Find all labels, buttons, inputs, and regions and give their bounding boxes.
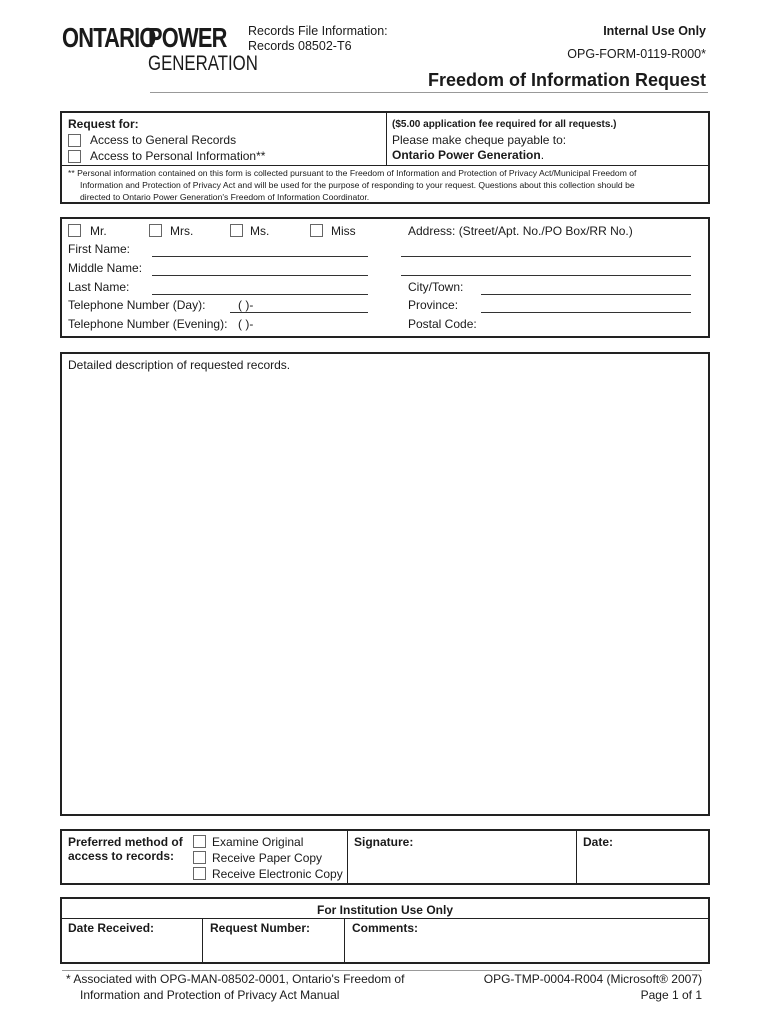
personal-info-label: Access to Personal Information** xyxy=(90,149,266,163)
access-divider-2 xyxy=(576,831,577,883)
province-label: Province: xyxy=(408,298,459,312)
address-field-2[interactable] xyxy=(401,275,691,276)
page-number: Page 1 of 1 xyxy=(640,988,702,1002)
institution-section xyxy=(60,897,710,964)
electronic-copy-checkbox[interactable] xyxy=(193,867,206,880)
miss-checkbox[interactable] xyxy=(310,224,323,237)
mrs-label: Mrs. xyxy=(170,224,194,238)
institution-rule xyxy=(62,918,708,919)
date-received-label: Date Received: xyxy=(68,921,155,935)
title-rule xyxy=(150,92,708,93)
last-name-field[interactable] xyxy=(152,294,368,295)
records-number: Records 08502-T6 xyxy=(248,39,352,53)
first-name-field[interactable] xyxy=(152,256,368,257)
address-field-1[interactable] xyxy=(401,256,691,257)
privacy-note-3: directed to Ontario Power Generation's Freedom of Information Coordinator. xyxy=(80,192,370,202)
middle-name-field[interactable] xyxy=(152,275,368,276)
institution-divider-1 xyxy=(202,918,203,962)
comments-label: Comments: xyxy=(352,921,419,935)
city-field[interactable] xyxy=(481,294,691,295)
footer-note-2: Information and Protection of Privacy Act Manual xyxy=(80,988,340,1002)
phone-evening-format: ( )- xyxy=(238,317,254,331)
examine-original-checkbox[interactable] xyxy=(193,835,206,848)
access-divider-1 xyxy=(347,831,348,883)
request-rule xyxy=(62,165,708,166)
address-label: Address: (Street/Apt. No./PO Box/RR No.) xyxy=(408,224,633,238)
province-field[interactable] xyxy=(481,312,691,313)
phone-evening-label: Telephone Number (Evening): xyxy=(68,317,228,331)
request-divider xyxy=(386,113,387,165)
phone-day-field[interactable] xyxy=(230,312,368,313)
first-name-label: First Name: xyxy=(68,242,131,256)
logo-power: POWER xyxy=(148,22,227,53)
payee-period: . xyxy=(540,148,545,162)
template-number: OPG-TMP-0004-R004 (Microsoft® 2007) xyxy=(483,972,702,986)
city-label: City/Town: xyxy=(408,280,464,294)
footer-rule xyxy=(62,970,702,971)
fee-note: ($5.00 application fee required for all requests.) xyxy=(392,119,617,130)
phone-day-format: ( )- xyxy=(238,298,254,312)
payee-line xyxy=(392,148,544,162)
last-name-label: Last Name: xyxy=(68,280,130,294)
footer-note-1: * Associated with OPG-MAN-08502-0001, Ontario's Freedom of xyxy=(66,972,405,986)
examine-original-label: Examine Original xyxy=(212,835,304,849)
form-title: Freedom of Information Request xyxy=(427,70,706,90)
ms-checkbox[interactable] xyxy=(230,224,243,237)
middle-name-label: Middle Name: xyxy=(68,261,143,275)
opg-logo xyxy=(62,22,258,75)
privacy-note-1: ** Personal information contained on this form is collected pursuant to the Freedom of Information and Protection of Privacy Act/Municipal Freedom of xyxy=(68,168,637,178)
privacy-note-2: Information and Protection of Privacy Act and will be used for the purpose of responding to your request. Questions about this collection should be xyxy=(80,180,635,190)
electronic-copy-label: Receive Electronic Copy xyxy=(212,867,343,881)
logo-ontario: ONTARIO xyxy=(62,22,156,53)
postal-code-label: Postal Code: xyxy=(408,317,477,331)
applicant-section xyxy=(60,217,710,338)
mr-label: Mr. xyxy=(90,224,107,238)
request-for-label: Request for: xyxy=(68,117,139,131)
phone-day-label: Telephone Number (Day): xyxy=(68,298,206,312)
records-file-label: Records File Information: xyxy=(248,24,388,38)
description-label: Detailed description of requested records. xyxy=(68,358,291,372)
access-label-2: access to records: xyxy=(68,849,175,863)
paper-copy-checkbox[interactable] xyxy=(193,851,206,864)
personal-info-checkbox[interactable] xyxy=(68,150,81,163)
miss-label: Miss xyxy=(331,224,356,238)
description-section[interactable] xyxy=(60,352,710,816)
request-number-label: Request Number: xyxy=(210,921,311,935)
institution-divider-2 xyxy=(344,918,345,962)
paper-copy-label: Receive Paper Copy xyxy=(212,851,323,865)
general-records-checkbox[interactable] xyxy=(68,134,81,147)
payee-name: Ontario Power Generation xyxy=(392,148,541,162)
signature-label[interactable]: Signature: xyxy=(354,835,414,849)
logo-generation: GENERATION xyxy=(148,52,258,75)
cheque-line: Please make cheque payable to: xyxy=(392,133,567,147)
institution-title: For Institution Use Only xyxy=(316,903,453,917)
mr-checkbox[interactable] xyxy=(68,224,81,237)
mrs-checkbox[interactable] xyxy=(149,224,162,237)
form-number: OPG-FORM-0119-R000* xyxy=(567,47,706,61)
request-section xyxy=(60,111,710,204)
access-label-1: Preferred method of xyxy=(68,835,183,849)
date-label[interactable]: Date: xyxy=(583,835,614,849)
general-records-label: Access to General Records xyxy=(90,133,237,147)
access-section xyxy=(60,829,710,885)
internal-use-label: Internal Use Only xyxy=(603,24,706,38)
ms-label: Ms. xyxy=(250,224,270,238)
